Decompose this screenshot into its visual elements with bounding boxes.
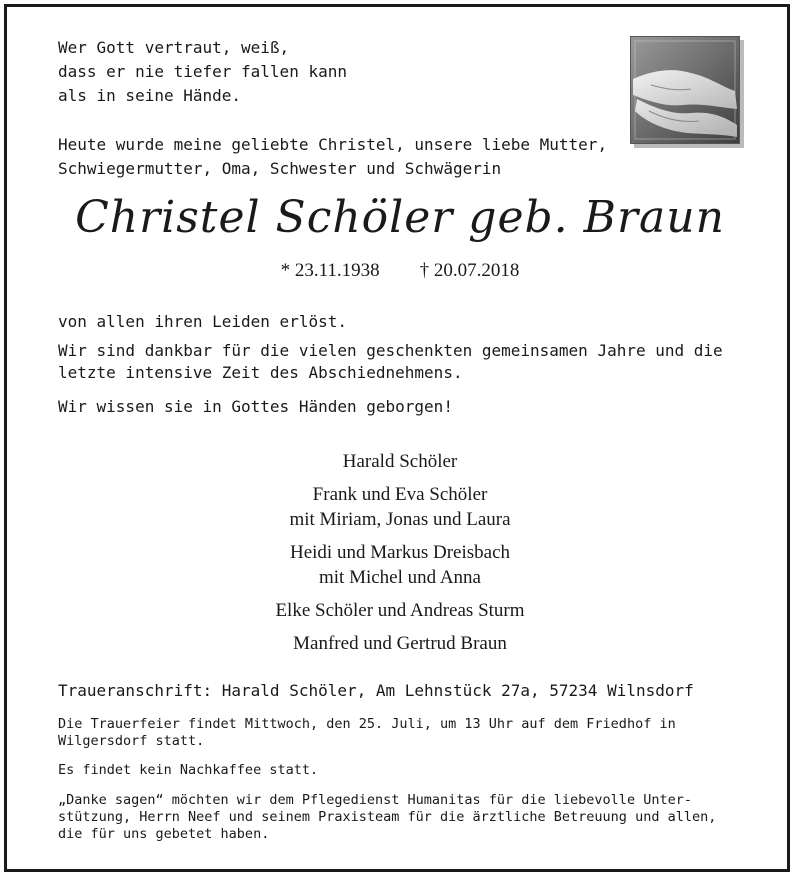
- mourner-group: [0, 449, 800, 474]
- funeral-line: Wilgersdorf statt.: [58, 733, 205, 749]
- thanks-line: die für uns gebetet haben.: [58, 826, 270, 842]
- mourner-line: mit Michel und Anna: [318, 567, 481, 588]
- birth-date: * 23.11.1938: [280, 260, 380, 281]
- thanks-line: stützung, Herrn Neef und seinem Praxisteam für die ärztliche Betreuung und allen,: [58, 809, 717, 825]
- verse-line: als in seine Hände.: [58, 86, 242, 105]
- coffee-notice: Es findet kein Nachkaffee statt.: [58, 762, 319, 778]
- mourner-line: Elke Schöler und Andreas Sturm: [275, 600, 525, 621]
- hands-photo: [630, 36, 740, 144]
- mourner-line: Manfred und Gertrud Braun: [293, 633, 507, 654]
- mourner-group: [0, 598, 800, 623]
- thanks-line: „Danke sagen“ möchten wir dem Pflegedienst Humanitas für die liebevolle Unter-: [58, 792, 692, 808]
- thanks-notice: [58, 792, 744, 843]
- open-hands-icon: [631, 37, 739, 143]
- mourner-group: [0, 631, 800, 656]
- death-date: † 20.07.2018: [419, 260, 520, 281]
- funeral-line: Die Trauerfeier findet Mittwoch, den 25. Juli, um 13 Uhr auf dem Friedhof in: [58, 716, 676, 732]
- mourner-line: Heidi und Markus Dreisbach: [289, 542, 511, 563]
- intro-line: Schwiegermutter, Oma, Schwester und Schwägerin: [58, 159, 502, 178]
- intro-text: [58, 133, 658, 181]
- gratitude-line: Wir sind dankbar für die vielen geschenkten gemeinsamen Jahre und die: [58, 341, 723, 360]
- mourning-address: Traueranschrift: Harald Schöler, Am Lehnstück 27a, 57234 Wilnsdorf: [58, 681, 694, 700]
- mourner-line: mit Miriam, Jonas und Laura: [289, 509, 511, 530]
- mourners-list: [0, 449, 800, 664]
- verse-line: Wer Gott vertraut, weiß,: [58, 38, 290, 57]
- mourner-line: Frank und Eva Schöler: [312, 484, 488, 505]
- intro-line: Heute wurde meine geliebte Christel, unsere liebe Mutter,: [58, 135, 608, 154]
- funeral-notice: [58, 716, 744, 750]
- mourner-group: [0, 540, 800, 590]
- mourner-group: [0, 482, 800, 532]
- gratitude-line: letzte intensive Zeit des Abschiednehmens.: [58, 363, 463, 382]
- deceased-name: Christel Schöler geb. Braun: [75, 192, 725, 243]
- text-gratitude: [58, 340, 748, 384]
- mourner-line: Harald Schöler: [342, 451, 458, 472]
- text-faith: Wir wissen sie in Gottes Händen geborgen!: [58, 397, 453, 416]
- text-relief: von allen ihren Leiden erlöst.: [58, 312, 347, 331]
- life-dates: [0, 257, 800, 285]
- verse-line: dass er nie tiefer fallen kann: [58, 62, 347, 81]
- verse: [58, 36, 598, 108]
